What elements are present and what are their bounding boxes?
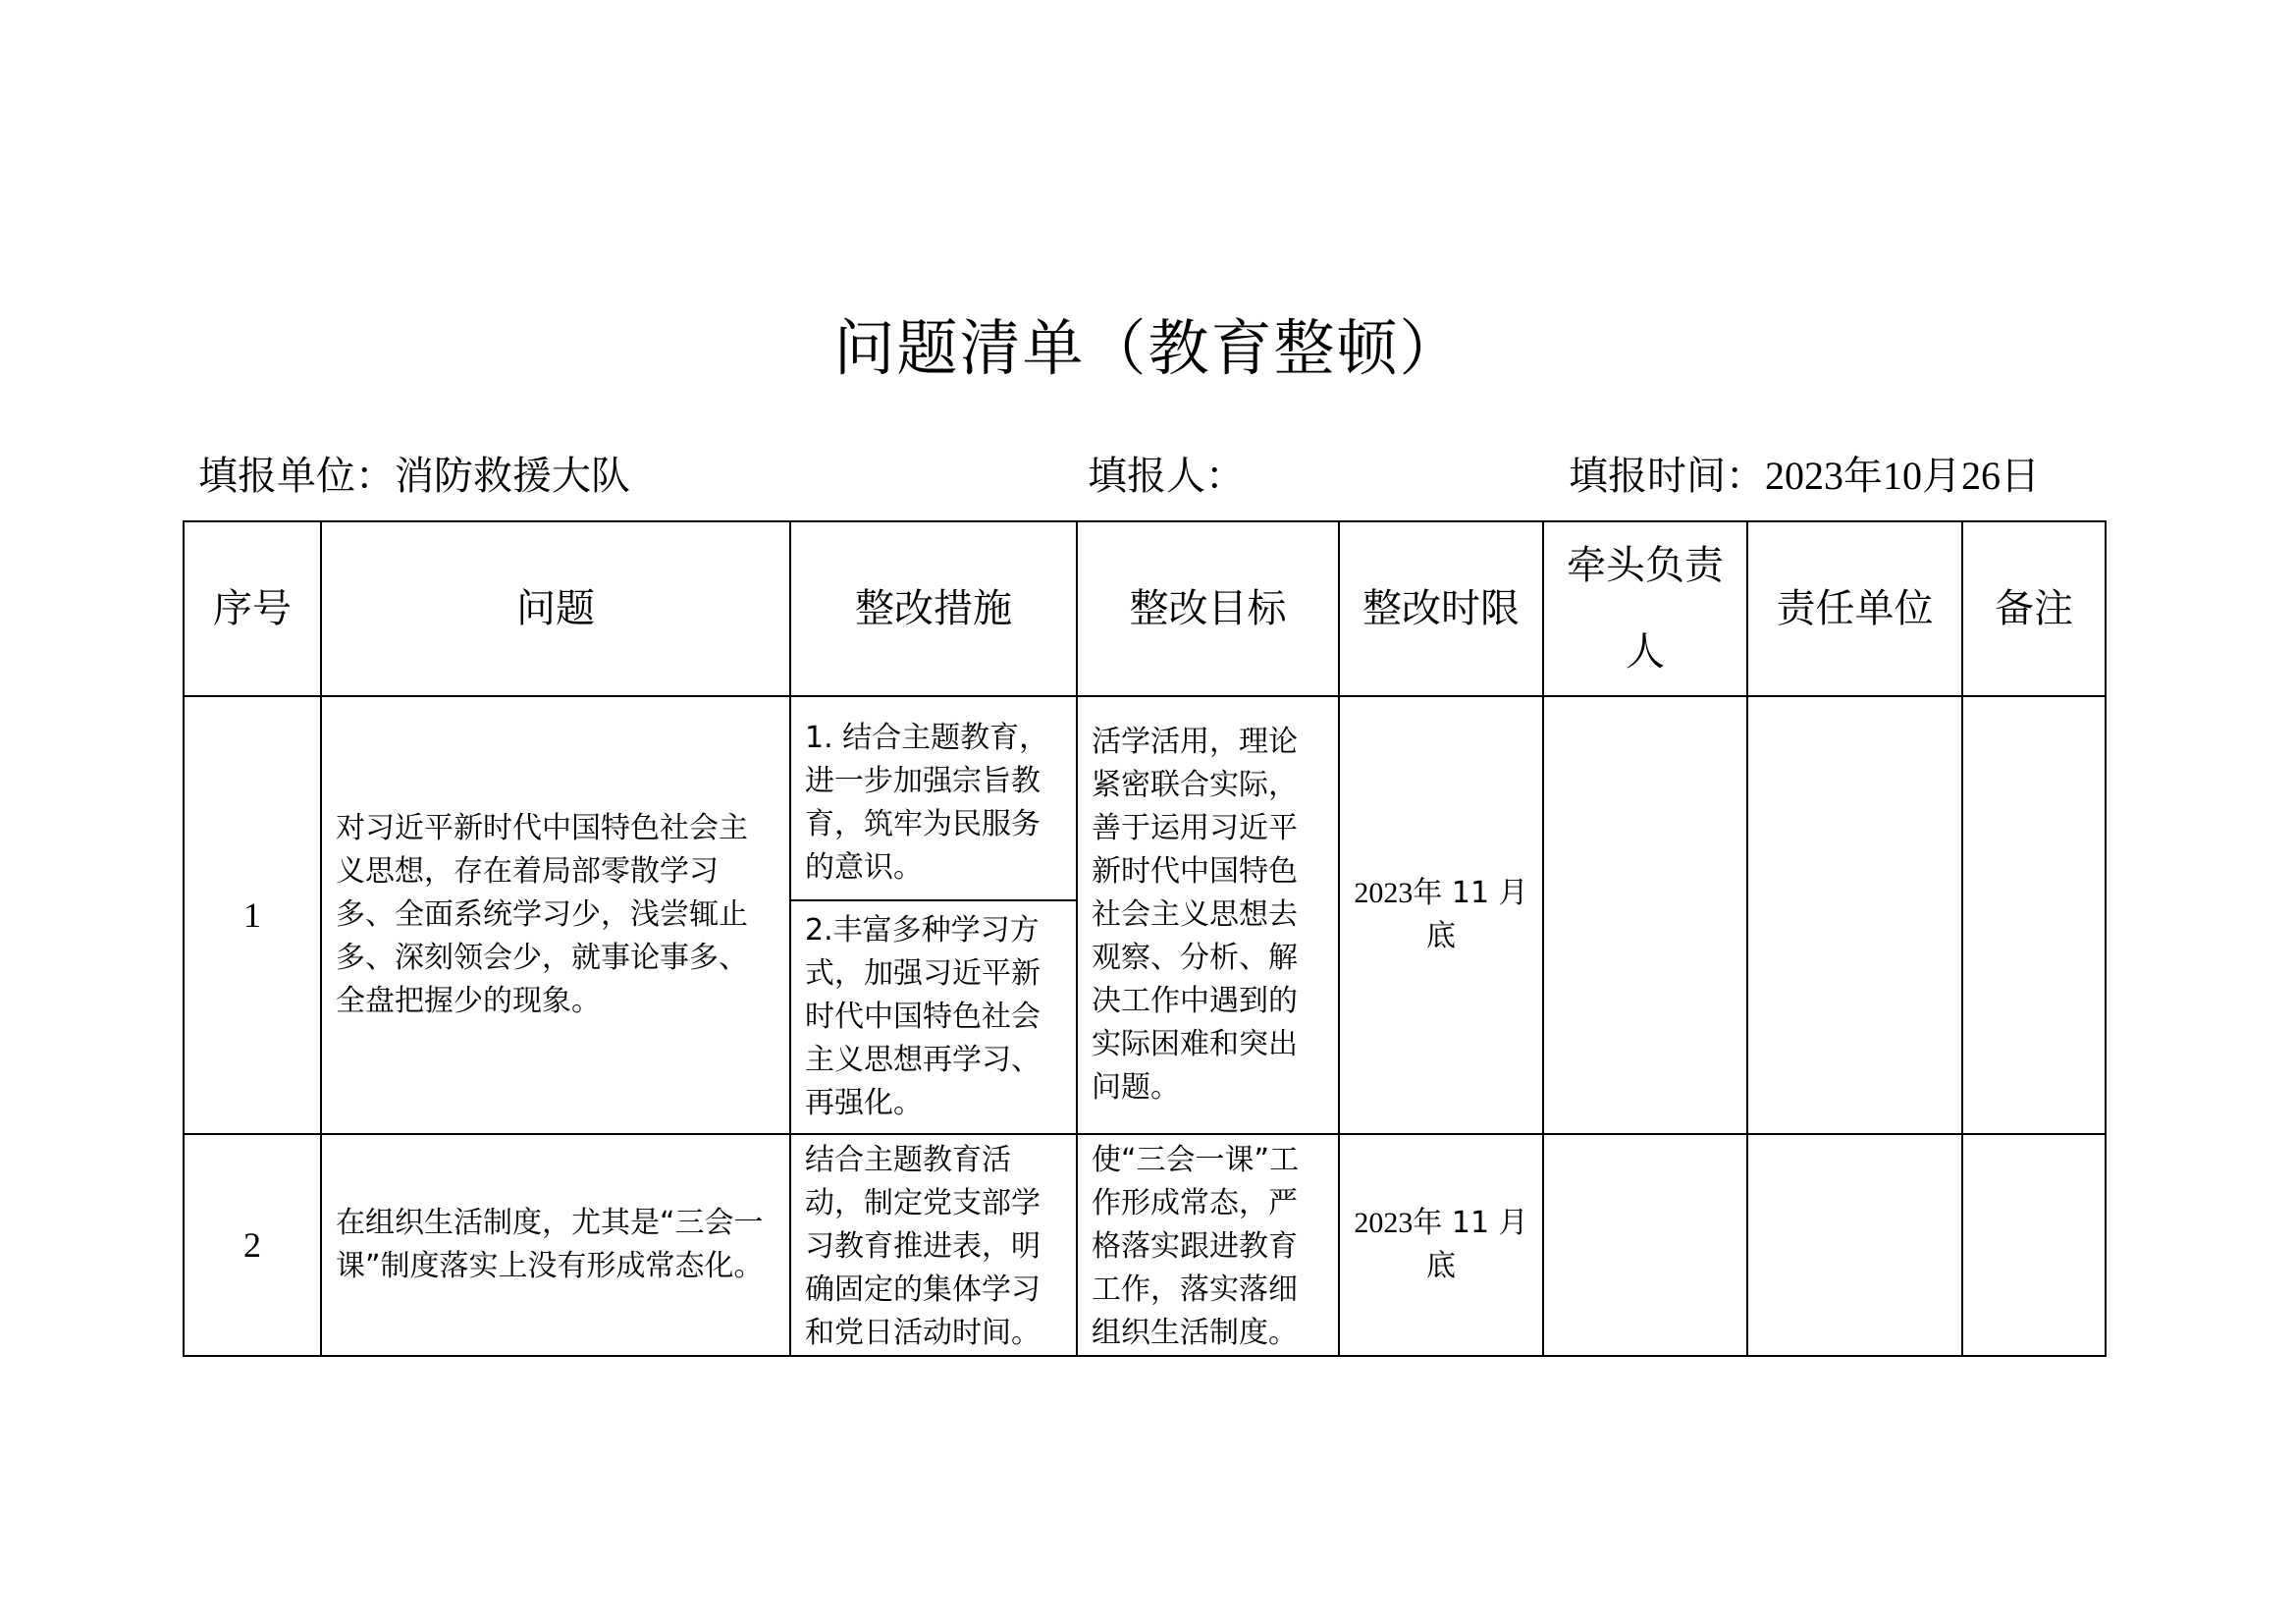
reporting-date — [1569, 444, 2040, 509]
row-problem: 在组织生活制度，尤其是“三会一课”制度落实上没有形成常态化。 — [321, 1134, 790, 1356]
date-year-suffix: 年 — [1843, 454, 1883, 499]
header-deadline: 整改时限 — [1339, 521, 1543, 696]
table-row — [184, 1134, 2106, 1356]
measure-item: 1. 结合主题教育，进一步加强宗旨教育，筑牢为民服务的意识。 — [791, 697, 1076, 901]
problem-table — [183, 520, 2107, 1357]
row-leader — [1543, 1134, 1747, 1356]
reporting-unit-value: 消防救援大队 — [395, 454, 630, 499]
measure-item: 2.丰富多种学习方式，加强习近平新时代中国特色社会主义思想再学习、再强化。 — [805, 913, 1041, 1120]
date-month-suffix: 月 — [1922, 454, 1961, 499]
row-remark — [1962, 1134, 2106, 1356]
row-deadline — [1339, 1134, 1543, 1356]
table-header-row — [184, 521, 2106, 696]
reporting-unit — [198, 444, 630, 509]
date-day: 26 — [1961, 454, 2001, 498]
header-unit: 责任单位 — [1747, 521, 1962, 696]
deadline-year: 2023 — [1354, 877, 1414, 909]
deadline-end: 底 — [1426, 1249, 1456, 1283]
reporting-date-label: 填报时间： — [1569, 454, 1765, 499]
header-problem: 问题 — [321, 521, 790, 696]
row-leader — [1543, 696, 1747, 1134]
deadline-year: 2023 — [1354, 1207, 1414, 1239]
row-measures — [790, 696, 1077, 1134]
table-row — [184, 696, 2106, 1134]
reporting-unit-label: 填报单位： — [198, 454, 395, 499]
reporter — [1088, 444, 1245, 509]
header-index: 序号 — [184, 521, 321, 696]
row-index: 2 — [184, 1134, 321, 1356]
deadline-end: 底 — [1426, 919, 1456, 953]
row-index: 1 — [184, 696, 321, 1134]
deadline-rest: 年 11 月 — [1413, 1206, 1528, 1240]
header-measures: 整改措施 — [790, 521, 1077, 696]
row-problem: 对习近平新时代中国特色社会主义思想，存在着局部零散学习多、全面系统学习少，浅尝辄止多、深刻领会少，就事论事多、全盘把握少的现象。 — [321, 696, 790, 1134]
header-remark: 备注 — [1962, 521, 2106, 696]
header-leader: 牵头负责人 — [1543, 521, 1747, 696]
row-deadline — [1339, 696, 1543, 1134]
row-goal: 使“三会一课”工作形成常态，严格落实跟进教育工作，落实落细组织生活制度。 — [1077, 1134, 1339, 1356]
date-day-suffix: 日 — [2001, 454, 2040, 499]
row-unit — [1747, 696, 1962, 1134]
date-month: 10 — [1883, 454, 1922, 498]
header-goal: 整改目标 — [1077, 521, 1339, 696]
date-year: 2023 — [1765, 454, 1843, 498]
document-title: 问题清单（教育整顿） — [833, 312, 1463, 384]
row-goal: 活学活用，理论紧密联合实际，善于运用习近平新时代中国特色社会主义思想去观察、分析、解决工作中遇到的实际困难和突出问题。 — [1077, 696, 1339, 1134]
row-measures: 结合主题教育活动，制定党支部学习教育推进表，明确固定的集体学习和党日活动时间。 — [790, 1134, 1077, 1356]
reporter-label: 填报人： — [1088, 454, 1245, 499]
row-remark — [1962, 696, 2106, 1134]
deadline-rest: 年 11 月 — [1413, 876, 1528, 910]
row-unit — [1747, 1134, 1962, 1356]
